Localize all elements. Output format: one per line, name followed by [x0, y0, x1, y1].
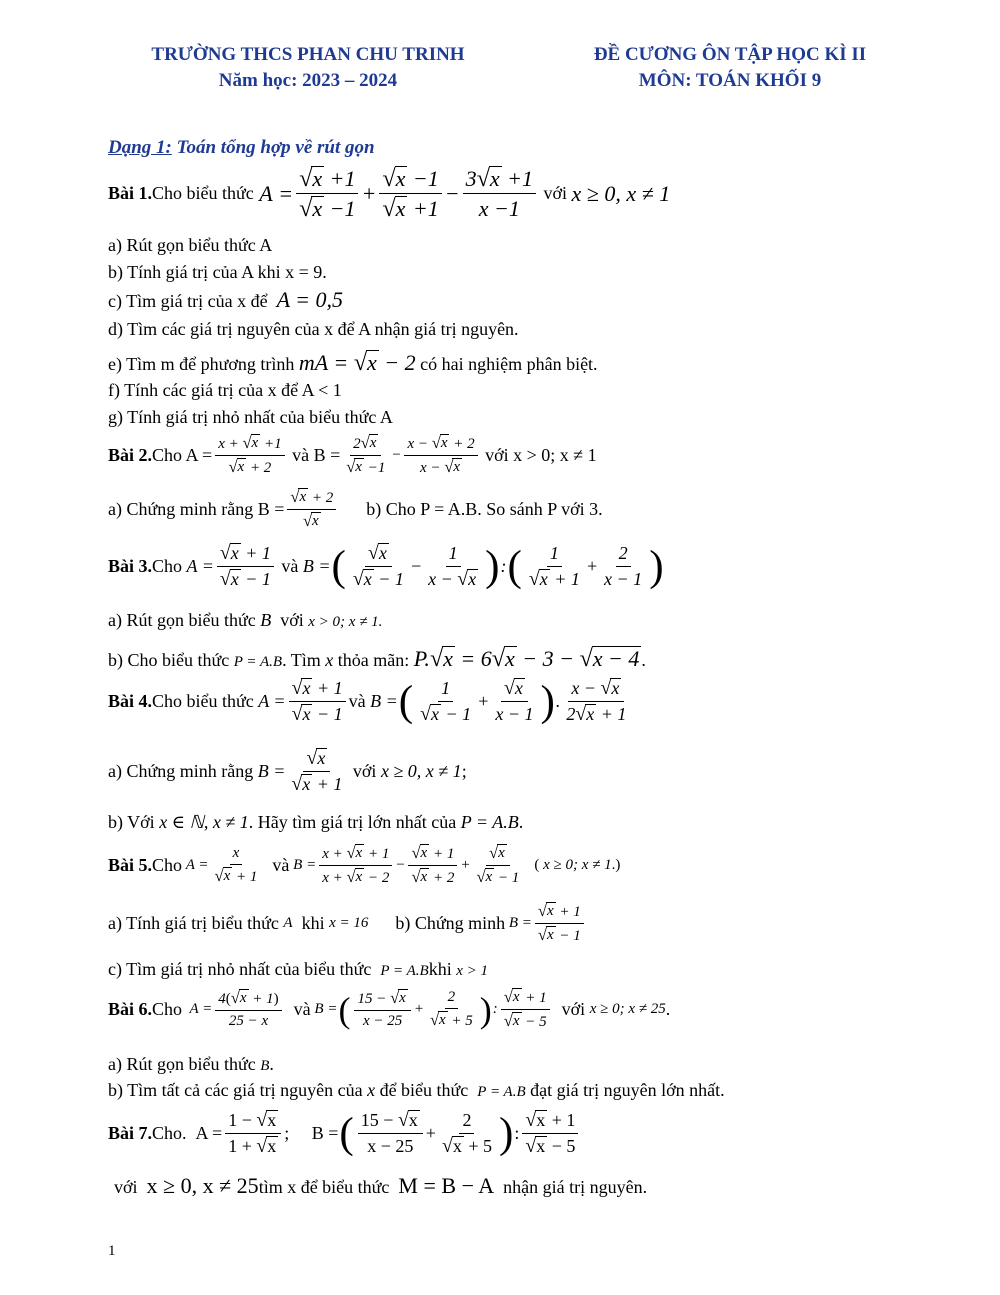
b4-statement: Bài 4. Cho biểu thức A = √ x + 1 √ x − 1 và B = ( 1 √ x − 1 + √ x x − 1 ) . x − √ x 2 √ x + 1 — [108, 677, 627, 725]
b3-part-a: a) Rút gọn biểu thức B với x > 0; x ≠ 1. — [108, 610, 383, 630]
b5-part-a: a) Tính giá trị biểu thức A khi x = 16 b) Chứng minh B = √ x + 1 √ x − 1 — [108, 902, 587, 946]
b4-part-b: b) Với x ∈ ℕ, x ≠ 1. Hãy tìm giá trị lớn nhất của P = A.B. — [108, 812, 524, 832]
b1-item-c: c) Tìm giá trị của x để A = 0,5 — [108, 287, 343, 312]
b3-statement: Bài 3. Cho A = √ x + 1 √ x − 1 và B = ( √ x √ x − 1 − 1 x − √ x ) : ( 1 √ x + 1 + 2 x − 1 ) — [108, 542, 664, 590]
doc-title: ĐỀ CƯƠNG ÔN TẬP HỌC KÌ II — [593, 44, 867, 65]
b5-statement: Bài 5. Cho A = x √ x + 1 và B = x + √ x + 1 x + √ x − 2 − √ x + 1 √ x + 2 + √ x √ x − 1 ( x ≥ 0; x ≠ 1.) — [108, 843, 621, 887]
b1-statement: Bài 1. Cho biểu thức A = √ x +1 √ x −1 + √ x −1 √ x +1 − 3 √ x +1 x −1 với x ≥ 0, x ≠ 1 — [108, 165, 671, 223]
b1-item-e: e) Tìm m để phương trình mA = √ x − 2 có hai nghiệm phân biệt. — [108, 349, 598, 376]
b6-part-b: b) Tìm tất cả các giá trị nguyên của x để biểu thức P = A.B đạt giá trị nguyên lớn nhất. — [108, 1080, 725, 1100]
school-year: Năm học: 2023 – 2024 — [218, 70, 398, 91]
b2-statement: Bài 2. Cho A = x + √ x +1 √ x + 2 và B = 2 √ x √ x −1 − x − √ x + 2 x − √ x với x > 0; x ≠ 1 — [108, 433, 597, 477]
b1-item-d: d) Tìm các giá trị nguyên của x để A nhận giá trị nguyên. — [108, 319, 519, 339]
doc-subject: MÔN: TOÁN KHỐI 9 — [638, 70, 822, 91]
school-name: TRƯỜNG THCS PHAN CHU TRINH — [151, 44, 465, 65]
page-number: 1 — [108, 1243, 116, 1259]
b1-item-f: f) Tính các giá trị của x để A < 1 — [108, 380, 342, 400]
b4-part-a: a) Chứng minh rằng B = √ x √ x + 1 với x ≥ 0, x ≠ 1 ; — [108, 747, 467, 795]
section-title: Dạng 1: Toán tổng hợp về rút gọn — [108, 137, 375, 158]
b3-part-b: b) Cho biểu thức P = A.B. Tìm x thỏa mãn: P. √ x = 6 √ x − 3 − √ x − 4 . — [108, 645, 646, 672]
b7-condition: với x ≥ 0, x ≠ 25tìm x để biểu thức M = B − A nhận giá trị nguyên. — [114, 1173, 648, 1198]
b1-item-b: b) Tính giá trị của A khi x = 9. — [108, 262, 327, 282]
b1-formula: A = √ x +1 √ x −1 + √ x −1 √ x +1 − 3 √ x +1 x −1 — [254, 166, 539, 222]
b5-part-c: c) Tìm giá trị nhỏ nhất của biểu thức P = A.Bkhi x > 1 — [108, 959, 488, 979]
b1-item-a: a) Rút gọn biểu thức A — [108, 235, 273, 255]
b6-part-a: a) Rút gọn biểu thức B. — [108, 1054, 274, 1074]
header-left — [118, 42, 498, 94]
header-right — [540, 42, 920, 94]
b7-statement: Bài 7. Cho. A = 1 − √ x 1 + √ x ; B = ( 15 − √ x x − 25 + 2 √ x + 5 ) : √ x + 1 √ x − 5 — [108, 1110, 581, 1157]
b6-statement: Bài 6. Cho A = 4( √ x + 1) 25 − x và B = ( 15 − √ x x − 25 + 2 √ x + 5 ) : √ x + 1 √ x − 5 với x ≥ 0; x ≠ 25 . — [108, 987, 671, 1031]
b1-item-g: g) Tính giá trị nhỏ nhất của biểu thức A — [108, 407, 393, 427]
b2-parts: a) Chứng minh rằng B = √ x + 2 √ x b) Cho P = A.B. So sánh P với 3. — [108, 487, 603, 531]
